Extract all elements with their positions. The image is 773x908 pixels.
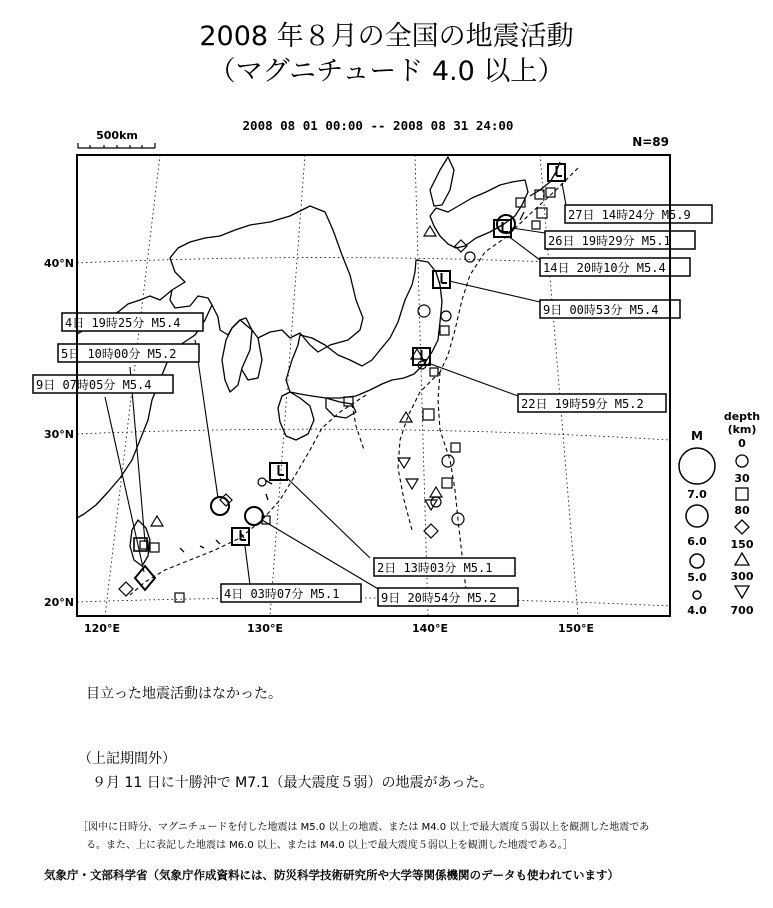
event-marker-26 <box>497 215 515 233</box>
event-symbol <box>537 208 547 218</box>
event-symbol <box>150 543 159 552</box>
depth-symbol <box>735 520 749 534</box>
labeled-event-symbols <box>134 164 565 590</box>
event-symbol <box>440 326 449 335</box>
outside-period-text: ９月 11 日に十勝沖で M7.1（最大震度５弱）の地震があった。 <box>92 775 494 791</box>
outside-period-header: （上記期間外） <box>78 751 176 767</box>
event-symbol <box>441 311 451 321</box>
event-symbol <box>423 409 434 420</box>
lon-label: 130°E <box>247 622 283 635</box>
lat-label: 30°N <box>44 428 75 441</box>
magnitude-legend <box>679 429 715 617</box>
callout-text: 26日 19時29分 M5.1 <box>548 234 671 248</box>
callout-text: 27日 14時24分 M5.9 <box>568 208 691 222</box>
magnitude-label: 4.0 <box>687 604 707 617</box>
callout-text: 14日 20時10分 M5.4 <box>543 261 666 275</box>
callout-text: 5日 10時00分 M5.2 <box>61 347 177 361</box>
magnitude-label: 7.0 <box>687 488 707 501</box>
callout-9a <box>540 300 680 318</box>
event-symbol <box>430 487 442 497</box>
credit-line: 気象庁・文部科学省（気象庁作成資料には、防災科学技術研究所や大学等関係機関のデータも使われています） <box>44 868 619 882</box>
callout-5 <box>58 344 199 362</box>
event-symbol <box>532 221 540 229</box>
callout-4b <box>221 584 361 602</box>
lon-label: 120°E <box>84 622 120 635</box>
event-symbol <box>406 479 418 489</box>
magnitude-label: 6.0 <box>687 535 707 548</box>
magnitude-title: M <box>691 429 703 443</box>
callout-9c <box>33 375 173 393</box>
activity-summary: 目立った地震活動はなかった。 <box>86 686 282 702</box>
depth-unit: (km) <box>727 423 757 436</box>
depth-label: 30 <box>734 472 750 485</box>
depth-label: 700 <box>730 604 754 617</box>
callout-text: 4日 19時25分 M5.4 <box>65 316 181 330</box>
callout-text: 9日 20時54分 M5.2 <box>381 591 497 605</box>
event-count: N=89 <box>632 135 669 149</box>
callout-27 <box>565 205 712 223</box>
map-subtitle: （マグニチュード 4.0 以上） <box>208 56 565 87</box>
callout-14 <box>540 258 690 276</box>
callout-text: 9日 00時53分 M5.4 <box>543 303 659 317</box>
lat-label: 40°N <box>44 257 75 270</box>
scale-label: 500km <box>96 129 138 142</box>
callouts <box>33 205 712 606</box>
magnitude-symbol <box>679 448 715 484</box>
map-title: 2008 年８月の全国の地震活動 <box>199 21 574 52</box>
magnitude-symbol <box>686 505 708 527</box>
event-symbol <box>400 412 412 422</box>
period-label: 2008 08 01 00:00 -- 2008 08 31 24:00 <box>242 118 514 133</box>
magnitude-symbol <box>693 591 701 599</box>
callout-text: 22日 19時59分 M5.2 <box>521 397 644 411</box>
depth-symbol <box>736 488 748 500</box>
event-symbol <box>430 368 438 376</box>
callout-4a <box>62 313 203 331</box>
depth-symbol <box>735 553 749 565</box>
callout-text: 4日 03時07分 M5.1 <box>224 587 340 601</box>
event-symbol <box>442 455 454 467</box>
depth-symbol <box>735 586 749 598</box>
callout-text: 2日 13時03分 M5.1 <box>377 561 493 575</box>
scale-bar <box>78 129 155 148</box>
depth-label: 150 <box>730 538 754 551</box>
event-symbol <box>258 478 266 486</box>
leader-lines <box>105 183 566 590</box>
depth-label: 0 <box>738 437 746 450</box>
callout-text: 9日 07時05分 M5.4 <box>36 378 152 392</box>
depth-symbol <box>736 455 748 467</box>
depth-label: 80 <box>734 504 750 517</box>
depth-legend <box>724 410 760 617</box>
event-symbol <box>442 478 452 488</box>
event-symbol <box>175 593 184 602</box>
event-symbols <box>119 188 555 602</box>
lon-label: 150°E <box>558 622 594 635</box>
magnitude-label: 5.0 <box>687 571 707 584</box>
footnote-line-1: ［図中に日時分、マグニチュードを付した地震は M5.0 以上の地震、または M4.0 以上で最大震度５弱以上を観測した地震であ <box>78 822 650 833</box>
callout-22 <box>518 394 666 412</box>
callout-26 <box>545 231 695 249</box>
event-symbol <box>451 443 460 452</box>
lat-label: 20°N <box>44 596 75 609</box>
event-marker-9b <box>245 507 263 525</box>
footnote-line-2: る。また、上に表記した地震は M6.0 以上、または M4.0 以上で最大震度５弱以上を観測した地震である。］ <box>86 840 573 851</box>
depth-label: 300 <box>730 570 754 583</box>
event-symbol <box>465 252 475 262</box>
magnitude-symbol <box>690 554 704 568</box>
lon-label: 140°E <box>412 622 448 635</box>
event-symbol <box>151 516 163 526</box>
depth-title: depth <box>723 410 761 423</box>
callout-2 <box>374 558 515 576</box>
event-symbol <box>424 524 438 538</box>
event-symbol <box>418 305 430 317</box>
callout-9b <box>378 588 518 606</box>
event-symbol <box>398 458 410 468</box>
